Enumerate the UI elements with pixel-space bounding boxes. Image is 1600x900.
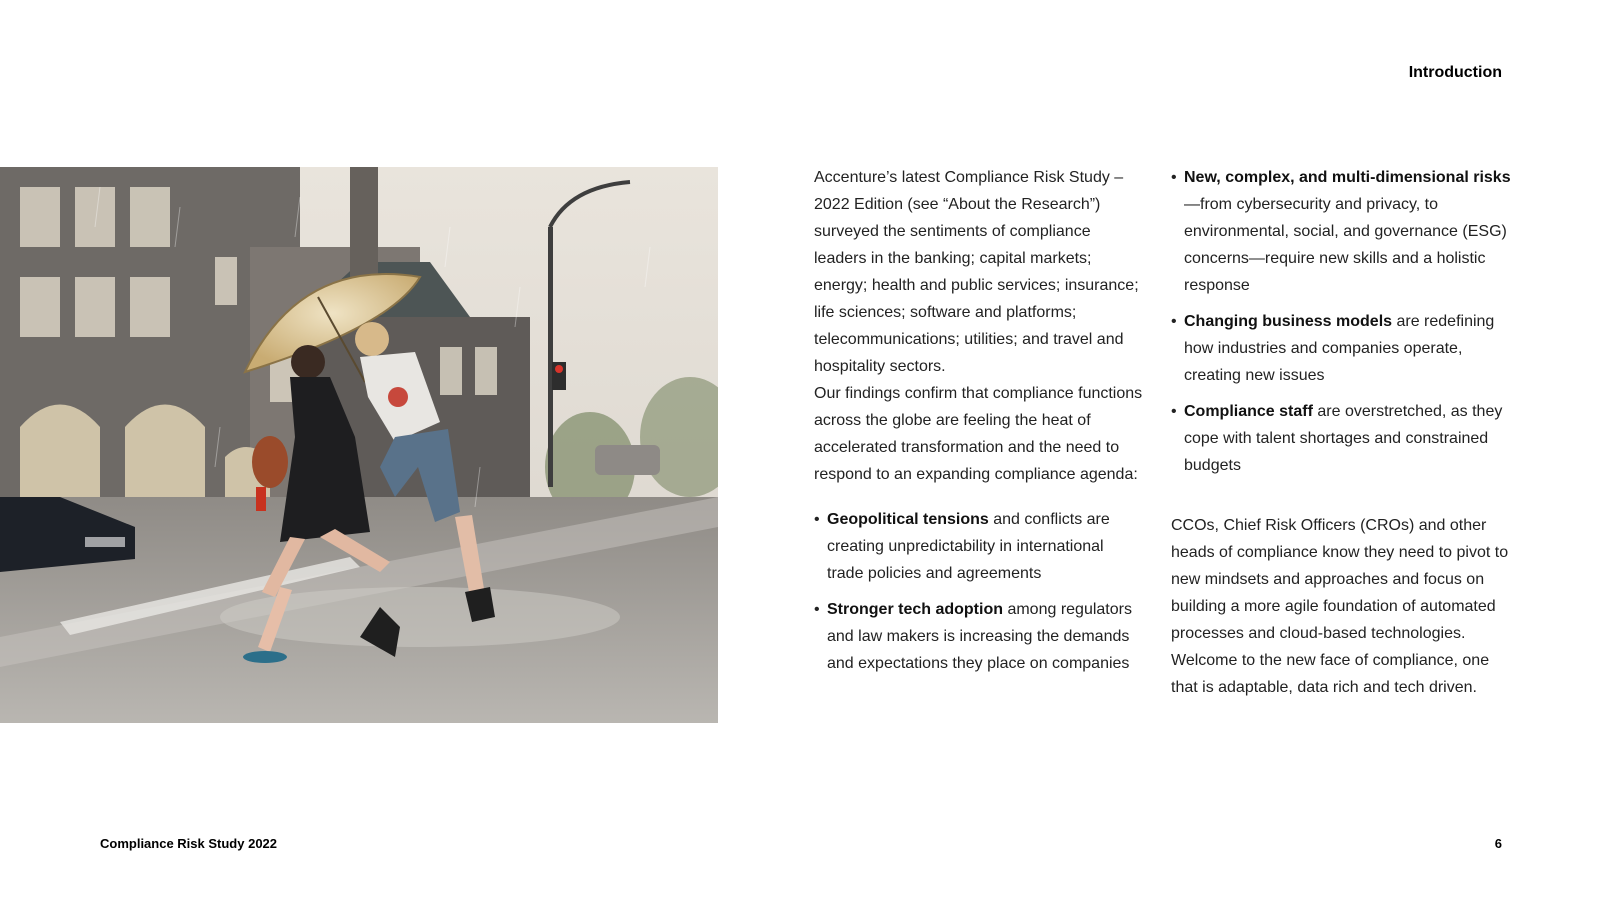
intro-paragraph-2: Our findings confirm that compliance functions across the globe are feeling the heat of accelerated transformation and the need to respond to an expanding compliance agenda: [814,385,1143,483]
list-item [814,506,1144,587]
list-item [1171,398,1516,479]
left-text-column [814,164,1144,686]
bullet-emphasis: New, complex, and multi-dimensional risks [1184,169,1511,186]
bullet-emphasis: Compliance staff [1184,403,1313,420]
bullet-text: among regulators and law makers is increasing the demands and expectations they place on companies [827,601,1132,672]
bullet-text: —from cybersecurity and privacy, to environmental, social, and governance (ESG) concerns—require new skills and a holistic response [1184,196,1507,294]
right-text-column [1171,164,1516,701]
closing-paragraph: CCOs, Chief Risk Officers (CROs) and other heads of compliance know they need to pivot to new mindsets and approaches and focus on building a more agile foundation of automated processes and cloud-based technologies. Welcome to the new face of compliance, one that is adaptable, data rich and tech driven. [1171,517,1509,696]
bullet-glyph: • [1171,313,1177,330]
right-bullet-list [1171,164,1516,479]
bullet-text: and conflicts are creating unpredictability in international trade policies and agreements [827,511,1110,582]
footer-document-title: Compliance Risk Study 2022 [100,836,278,851]
intro-paragraph-1: Accenture’s latest Compliance Risk Study – 2022 Edition (see “About the Research”) surveyed the sentiments of compliance leaders in the banking; capital markets; energy; health and public services; insurance; life sciences; software and platforms; telecommunications; utilities; and travel and hospitality sectors. [814,169,1139,375]
bullet-glyph: • [1171,403,1177,420]
bullet-glyph: • [814,511,820,528]
bullet-glyph: • [814,601,820,618]
section-title: Introduction [1408,64,1502,81]
page-number: 6 [1494,836,1502,851]
list-item [1171,308,1516,389]
bullet-glyph: • [1171,169,1177,186]
left-bullet-list [814,506,1144,677]
bullet-emphasis: Changing business models [1184,313,1393,330]
list-item [814,596,1144,677]
list-item [1171,164,1516,299]
bullet-text: are redefining how industries and companies operate, creating new issues [1184,313,1495,384]
bullet-text: are overstretched, as they cope with talent shortages and constrained budgets [1184,403,1503,474]
bullet-emphasis: Stronger tech adoption [827,601,1003,618]
bullet-emphasis: Geopolitical tensions [827,511,989,528]
hero-photo [0,167,718,723]
